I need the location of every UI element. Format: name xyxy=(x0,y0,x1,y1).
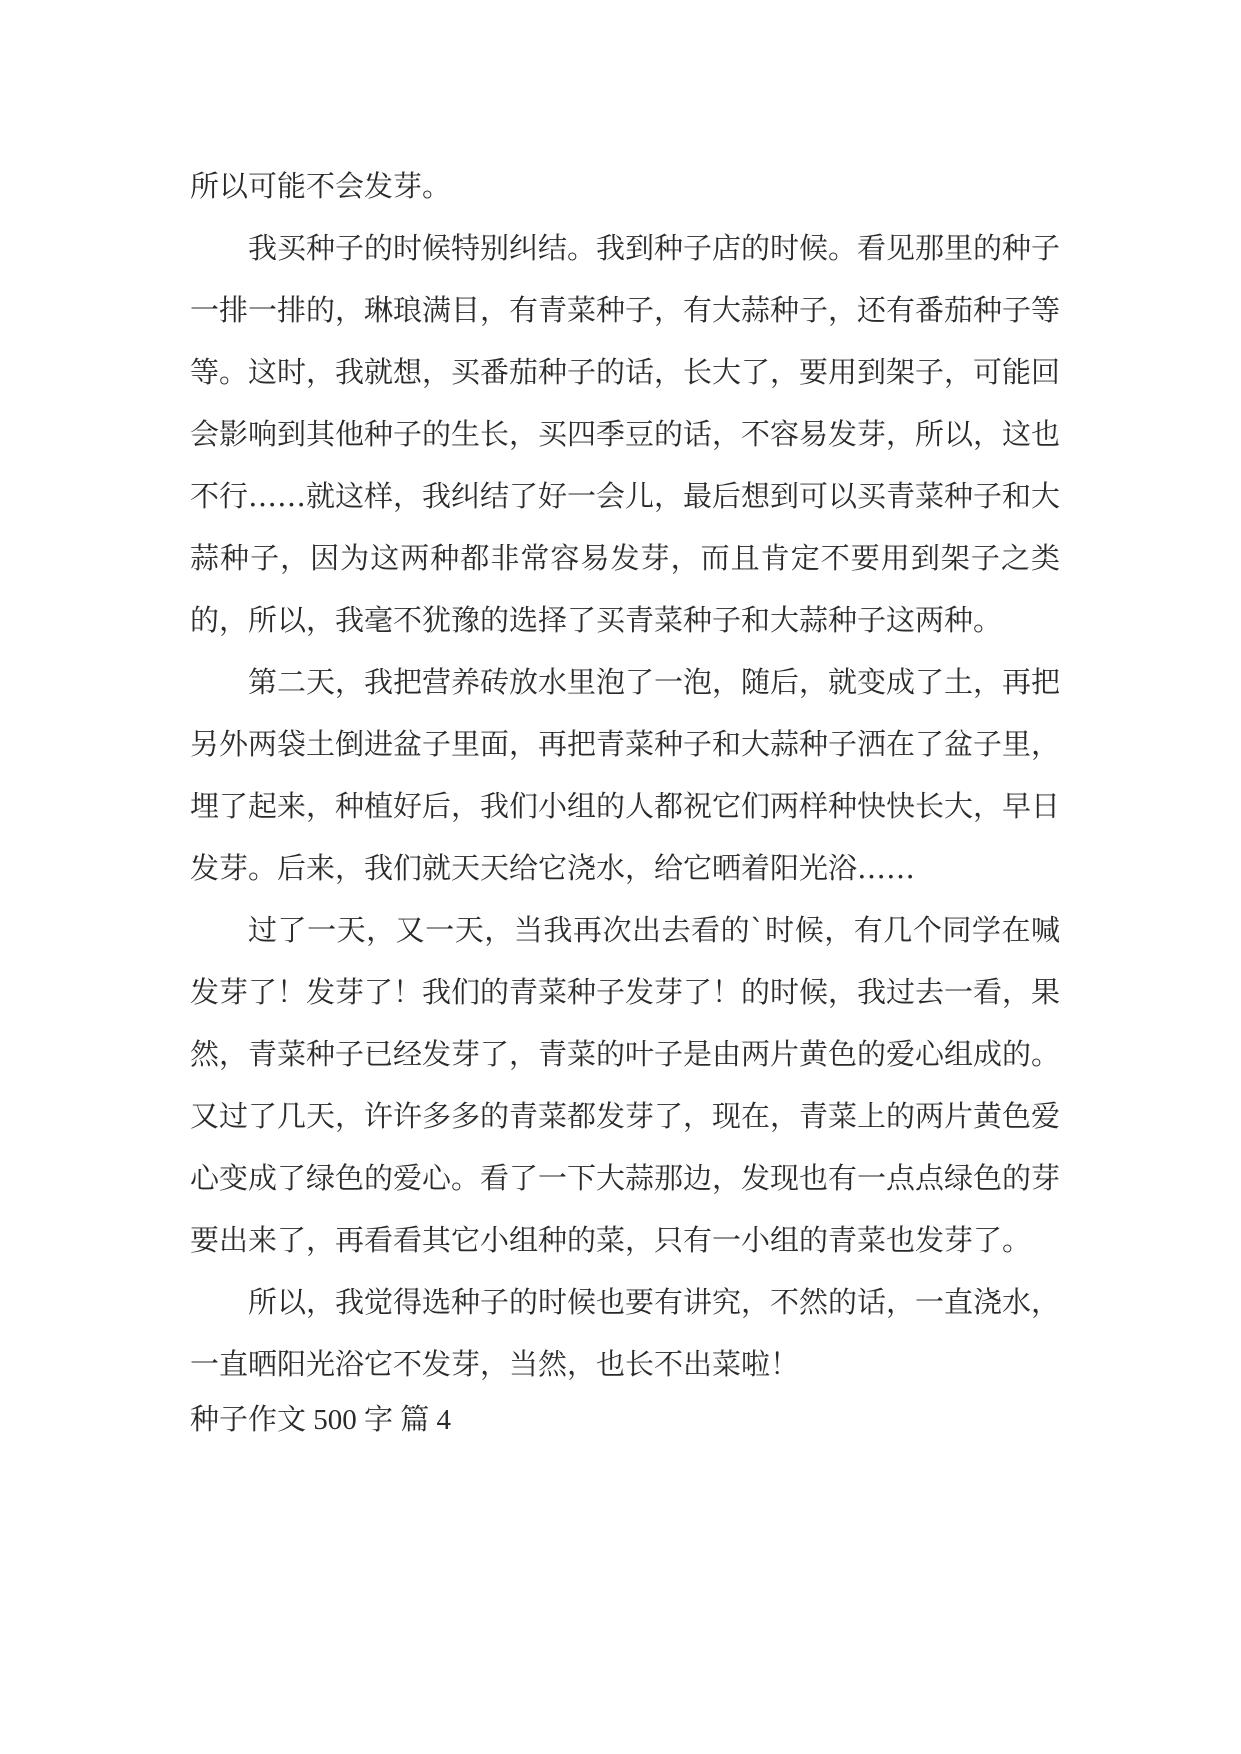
paragraph-buying-seeds: 我买种子的时候特别纠结。我到种子店的时候。看见那里的种子一排一排的，琳琅满目，有青菜种子，有大蒜种子，还有番茄种子等等。这时，我就想，买番茄种子的话，长大了，要用到架子，可能回会影响到其他种子的生长，买四季豆的话，不容易发芽，所以，这也不行……就这样，我纠结了好一会儿，最后想到可以买青菜种子和大蒜种子，因为这两种都非常容易发芽，而且肯定不要用到架子之类的，所以，我毫不犹豫的选择了买青菜种子和大蒜种子这两种。 xyxy=(190,231,1061,637)
essay-body xyxy=(190,155,1060,1445)
paragraph-planting: 第二天，我把营养砖放水里泡了一泡，随后，就变成了土，再把另外两袋土倒进盆子里面，再把青菜种子和大蒜种子洒在了盆子里，埋了起来，种植好后，我们小组的人都祝它们两样种快快长大，早日发芽。后来，我们就天天给它浇水，给它晒着阳光浴…… xyxy=(190,665,1061,885)
paragraph-continuation: 所以可能不会发芽。 xyxy=(190,169,452,203)
paragraph-sprouting: 过了一天，又一天，当我再次出去看的`时候，有几个同学在喊发芽了！发芽了！我们的青菜种子发芽了！的时候，我过去一看，果然，青菜种子已经发芽了，青菜的叶子是由两片黄色的爱心组成的。又过了几天，许许多多的青菜都发芽了，现在，青菜上的两片黄色爱心变成了绿色的爱心。看了一下大蒜那边，发现也有一点点绿色的芽要出来了，再看看其它小组种的菜，只有一小组的青菜也发芽了。 xyxy=(190,913,1061,1257)
section-heading: 种子作文 500 字 篇 4 xyxy=(190,1404,452,1436)
paragraph-conclusion: 所以，我觉得选种子的时候也要有讲究，不然的话，一直浇水，一直晒阳光浴它不发芽，当然，也长不出菜啦！ xyxy=(190,1285,1061,1381)
